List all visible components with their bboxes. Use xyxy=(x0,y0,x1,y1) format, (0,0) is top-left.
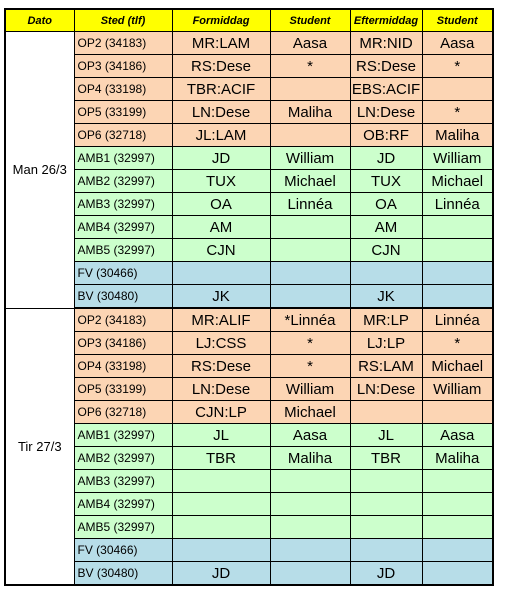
formiddag-cell xyxy=(172,516,270,539)
place-cell: OP5 (33199) xyxy=(74,101,172,124)
student-pm-cell xyxy=(422,516,493,539)
student-am-cell xyxy=(270,539,350,562)
formiddag-cell: LJ:CSS xyxy=(172,332,270,355)
schedule-row xyxy=(5,516,493,539)
student-am-cell: * xyxy=(270,332,350,355)
schedule-row xyxy=(5,424,493,447)
formiddag-cell: CJN xyxy=(172,239,270,262)
header-formiddag: Formiddag xyxy=(172,9,270,32)
schedule-row xyxy=(5,55,493,78)
student-pm-cell: William xyxy=(422,378,493,401)
student-am-cell xyxy=(270,470,350,493)
place-cell: OP3 (34186) xyxy=(74,55,172,78)
eftermiddag-cell: CJN xyxy=(350,239,422,262)
student-pm-cell: William xyxy=(422,147,493,170)
schedule-row xyxy=(5,216,493,239)
student-pm-cell: * xyxy=(422,101,493,124)
student-am-cell: * xyxy=(270,355,350,378)
student-am-cell xyxy=(270,262,350,285)
student-am-cell xyxy=(270,285,350,309)
place-cell: AMB3 (32997) xyxy=(74,193,172,216)
schedule-row xyxy=(5,124,493,147)
place-cell: AMB2 (32997) xyxy=(74,170,172,193)
place-cell: OP2 (34183) xyxy=(74,32,172,55)
place-cell: FV (30466) xyxy=(74,539,172,562)
student-am-cell xyxy=(270,516,350,539)
student-pm-cell xyxy=(422,262,493,285)
schedule-row xyxy=(5,32,493,55)
student-pm-cell: * xyxy=(422,332,493,355)
schedule-row xyxy=(5,147,493,170)
student-pm-cell xyxy=(422,493,493,516)
student-pm-cell: Maliha xyxy=(422,124,493,147)
student-am-cell: Maliha xyxy=(270,101,350,124)
formiddag-cell: OA xyxy=(172,193,270,216)
header-student-am: Student xyxy=(270,9,350,32)
schedule-row xyxy=(5,378,493,401)
student-am-cell xyxy=(270,216,350,239)
eftermiddag-cell: TUX xyxy=(350,170,422,193)
header-sted: Sted (tlf) xyxy=(74,9,172,32)
student-am-cell: William xyxy=(270,147,350,170)
formiddag-cell: LN:Dese xyxy=(172,378,270,401)
eftermiddag-cell xyxy=(350,493,422,516)
formiddag-cell: JL xyxy=(172,424,270,447)
student-pm-cell xyxy=(422,239,493,262)
formiddag-cell: CJN:LP xyxy=(172,401,270,424)
student-am-cell: *Linnéa xyxy=(270,308,350,332)
schedule-row xyxy=(5,239,493,262)
formiddag-cell xyxy=(172,539,270,562)
formiddag-cell: TBR xyxy=(172,447,270,470)
formiddag-cell: MR:LAM xyxy=(172,32,270,55)
formiddag-cell xyxy=(172,262,270,285)
eftermiddag-cell: RS:LAM xyxy=(350,355,422,378)
schedule-row xyxy=(5,170,493,193)
schedule-row xyxy=(5,562,493,586)
eftermiddag-cell: MR:LP xyxy=(350,308,422,332)
place-cell: AMB5 (32997) xyxy=(74,516,172,539)
place-cell: AMB4 (32997) xyxy=(74,493,172,516)
eftermiddag-cell: JK xyxy=(350,285,422,309)
eftermiddag-cell: MR:NID xyxy=(350,32,422,55)
formiddag-cell: MR:ALIF xyxy=(172,308,270,332)
student-am-cell xyxy=(270,562,350,586)
student-pm-cell: Linnéa xyxy=(422,308,493,332)
eftermiddag-cell: LJ:LP xyxy=(350,332,422,355)
student-am-cell xyxy=(270,78,350,101)
student-am-cell: Linnéa xyxy=(270,193,350,216)
eftermiddag-cell: TBR xyxy=(350,447,422,470)
student-pm-cell: Aasa xyxy=(422,424,493,447)
eftermiddag-cell: OB:RF xyxy=(350,124,422,147)
place-cell: AMB2 (32997) xyxy=(74,447,172,470)
eftermiddag-cell: AM xyxy=(350,216,422,239)
schedule-table xyxy=(4,8,494,586)
student-pm-cell: Michael xyxy=(422,170,493,193)
header-row xyxy=(5,9,493,32)
formiddag-cell: AM xyxy=(172,216,270,239)
student-am-cell xyxy=(270,493,350,516)
place-cell: BV (30480) xyxy=(74,285,172,309)
schedule-row xyxy=(5,193,493,216)
student-am-cell: Aasa xyxy=(270,32,350,55)
header-student-pm: Student xyxy=(422,9,493,32)
place-cell: OP2 (34183) xyxy=(74,308,172,332)
eftermiddag-cell: OA xyxy=(350,193,422,216)
schedule-row xyxy=(5,470,493,493)
eftermiddag-cell: JD xyxy=(350,147,422,170)
date-cell: Man 26/3 xyxy=(5,32,74,309)
schedule-row xyxy=(5,493,493,516)
place-cell: OP4 (33198) xyxy=(74,78,172,101)
student-am-cell: Michael xyxy=(270,170,350,193)
eftermiddag-cell xyxy=(350,539,422,562)
student-pm-cell xyxy=(422,562,493,586)
schedule-body xyxy=(5,32,493,586)
eftermiddag-cell: LN:Dese xyxy=(350,101,422,124)
student-pm-cell: Michael xyxy=(422,355,493,378)
formiddag-cell: TBR:ACIF xyxy=(172,78,270,101)
formiddag-cell: JD xyxy=(172,562,270,586)
place-cell: OP5 (33199) xyxy=(74,378,172,401)
formiddag-cell: RS:Dese xyxy=(172,55,270,78)
formiddag-cell xyxy=(172,493,270,516)
student-am-cell: Aasa xyxy=(270,424,350,447)
place-cell: AMB3 (32997) xyxy=(74,470,172,493)
formiddag-cell: JL:LAM xyxy=(172,124,270,147)
student-pm-cell xyxy=(422,78,493,101)
place-cell: OP6 (32718) xyxy=(74,124,172,147)
schedule-row xyxy=(5,308,493,332)
formiddag-cell: LN:Dese xyxy=(172,101,270,124)
eftermiddag-cell xyxy=(350,516,422,539)
student-am-cell: * xyxy=(270,55,350,78)
header-dato: Dato xyxy=(5,9,74,32)
student-pm-cell xyxy=(422,539,493,562)
eftermiddag-cell: JD xyxy=(350,562,422,586)
student-am-cell xyxy=(270,124,350,147)
place-cell: AMB1 (32997) xyxy=(74,424,172,447)
eftermiddag-cell xyxy=(350,470,422,493)
student-am-cell: Michael xyxy=(270,401,350,424)
student-pm-cell: Maliha xyxy=(422,447,493,470)
student-pm-cell xyxy=(422,216,493,239)
eftermiddag-cell: JL xyxy=(350,424,422,447)
schedule-row xyxy=(5,401,493,424)
formiddag-cell: TUX xyxy=(172,170,270,193)
place-cell: BV (30480) xyxy=(74,562,172,586)
student-am-cell: William xyxy=(270,378,350,401)
place-cell: AMB4 (32997) xyxy=(74,216,172,239)
student-pm-cell xyxy=(422,285,493,309)
place-cell: OP4 (33198) xyxy=(74,355,172,378)
student-pm-cell: Aasa xyxy=(422,32,493,55)
formiddag-cell: RS:Dese xyxy=(172,355,270,378)
schedule-row xyxy=(5,262,493,285)
schedule-row xyxy=(5,332,493,355)
schedule-row xyxy=(5,78,493,101)
student-pm-cell: * xyxy=(422,55,493,78)
eftermiddag-cell: LN:Dese xyxy=(350,378,422,401)
formiddag-cell xyxy=(172,470,270,493)
eftermiddag-cell xyxy=(350,262,422,285)
place-cell: AMB1 (32997) xyxy=(74,147,172,170)
eftermiddag-cell: RS:Dese xyxy=(350,55,422,78)
formiddag-cell: JK xyxy=(172,285,270,309)
formiddag-cell: JD xyxy=(172,147,270,170)
student-am-cell: Maliha xyxy=(270,447,350,470)
schedule-row xyxy=(5,285,493,309)
eftermiddag-cell xyxy=(350,401,422,424)
header-eftermiddag: Eftermiddag xyxy=(350,9,422,32)
eftermiddag-cell: EBS:ACIF xyxy=(350,78,422,101)
student-pm-cell xyxy=(422,401,493,424)
schedule-row xyxy=(5,101,493,124)
place-cell: AMB5 (32997) xyxy=(74,239,172,262)
student-am-cell xyxy=(270,239,350,262)
place-cell: OP6 (32718) xyxy=(74,401,172,424)
schedule-row xyxy=(5,355,493,378)
student-pm-cell: Linnéa xyxy=(422,193,493,216)
schedule-row xyxy=(5,447,493,470)
place-cell: OP3 (34186) xyxy=(74,332,172,355)
schedule-row xyxy=(5,539,493,562)
date-cell: Tir 27/3 xyxy=(5,308,74,585)
place-cell: FV (30466) xyxy=(74,262,172,285)
student-pm-cell xyxy=(422,470,493,493)
